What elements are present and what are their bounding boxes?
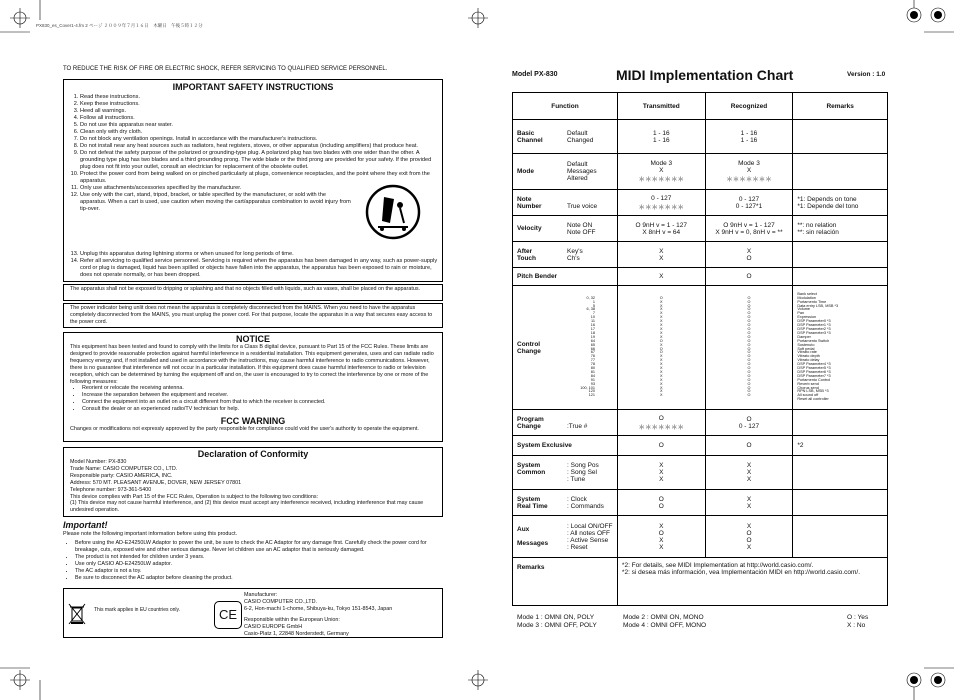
cc-list-item: DSP Parameter7 *3: [797, 373, 831, 378]
cc-list-item: 78: [590, 362, 595, 367]
cell-recognized: X O O X: [705, 516, 793, 558]
cc-list-item: O: [747, 362, 751, 367]
cc-list-item: DSP Parameter5 *3: [797, 366, 831, 371]
cc-list-item: Damper: [797, 334, 811, 339]
cc-list-item: 91: [590, 377, 595, 382]
cell-recognized: X X X: [705, 456, 793, 490]
safety-list-continued: [64, 251, 438, 279]
cc-list-item: 66: [590, 346, 595, 351]
list-item: 4. Follow all instructions.: [80, 115, 442, 122]
corner-target-icon: [907, 673, 921, 687]
cc-list-item: X: [660, 373, 663, 378]
cc-list-item: X: [660, 377, 663, 382]
cell-transmitted: X X: [617, 242, 705, 268]
cc-list-item: 16: [590, 323, 595, 328]
list-item: 14. Refer all servicing to qualified service personnel. Servicing is required when the apparatus has been damaged in any way, such as power-supply cord or plug is damaged, liquid has been spilled or objects have fallen into the apparatus, the apparatus has been exposed to rain or moisture, does not operate normally, or has been dropped.: [80, 258, 438, 279]
cc-list-item: Portamento Switch: [797, 338, 830, 343]
safety-box: [63, 79, 443, 282]
cc-list-item: Portamento Control: [797, 377, 831, 382]
table-header-row: [513, 93, 888, 120]
cc-list-item: X: [660, 303, 663, 308]
cc-list-item: O: [747, 373, 751, 378]
cc-list-item: O: [659, 295, 663, 300]
cc-list-item: 1: [592, 299, 595, 304]
version-label: Version : 1.0: [847, 71, 886, 78]
declaration-line: Model Number: PX-830: [70, 459, 127, 465]
cc-list-item: O: [747, 366, 751, 371]
table-row: [513, 120, 888, 154]
cc-list-item: Reset all controller: [797, 397, 829, 402]
cc-list-item: X: [660, 334, 663, 339]
mode-3-label: Mode 3 : OMNI OFF, POLY: [517, 622, 597, 629]
cell-transmitted: 0 - 127 ＊＊＊＊＊＊＊: [617, 190, 705, 216]
cell-transmitted: O ＊＊＊＊＊＊＊: [617, 410, 705, 436]
cc-list-item: O: [747, 334, 751, 339]
important-intro: Please note the following important information before using this product.: [63, 531, 238, 537]
cc-list-item: X: [660, 393, 663, 398]
list-item: 5. Do not use this apparatus near water.: [80, 122, 442, 129]
cell-remarks: [793, 516, 888, 558]
cc-list-item: O: [747, 369, 751, 374]
cc-list-item: 80: [590, 366, 595, 371]
cc-list-item: 17: [590, 326, 595, 331]
cc-list-item: DSP Parameter4 *3: [797, 362, 831, 367]
declaration-line: Trade Name: CASIO COMPUTER CO., LTD.: [70, 465, 178, 472]
important-title: Important!: [63, 520, 108, 530]
cc-list-item: Modulation: [797, 295, 816, 300]
cc-list-item: 76: [590, 354, 595, 359]
row-sub: Default Changed: [567, 129, 594, 144]
cc-list-item: X: [660, 366, 663, 371]
cell-transmitted: O: [617, 436, 705, 456]
mode-4-label: Mode 4 : OMNI OFF, MONO: [623, 622, 707, 629]
cc-list-item: X: [660, 381, 663, 386]
cell-remarks: *2: [793, 436, 888, 456]
cc-list-item: O: [747, 307, 751, 312]
cc-list-item: O: [747, 346, 751, 351]
notice-text: This equipment has been tested and found to comply with the limits for a Class B digital device, pursuant to Part 15 of the FCC Rules. These limits are designed to provide reasonable protection against harmful interference in a residential installation. This equipment generates, uses and can radiate radio frequency energy and, if not installed and used in accordance with the instructions, may cause harmful interference to radio communications. However, there is no guarantee that interference will not occur in a particular installation. If this equipment does cause harmful interference to radio or television reception, which can be determined by turning the equipment off and on, the user is encouraged to try to correct the interference by one or more of the following measures:: [70, 344, 434, 385]
table-row: [513, 190, 888, 216]
cc-list-item: O: [747, 295, 751, 300]
safety-title: IMPORTANT SAFETY INSTRUCTIONS: [172, 82, 334, 92]
cc-list-item: O: [747, 326, 751, 331]
manufacturer-line: Responsible within the European Union:: [244, 616, 340, 623]
cell-recognized: Mode 3 X ＊＊＊＊＊＊＊: [705, 154, 793, 190]
midi-table: [512, 92, 888, 606]
cc-list-item: Portamento Time: [797, 299, 827, 304]
list-item: 2. Keep these instructions.: [80, 101, 442, 108]
cc-list-item: Vibrato delay: [797, 358, 820, 363]
reg-mark-icon: [468, 8, 488, 28]
declaration-line: Telephone number: 973-361-5400: [70, 486, 152, 493]
cc-list-item: O: [747, 377, 751, 382]
cell-transmitted: X: [617, 268, 705, 286]
remarks-line: *2: For details, see MIDI Implementation at http://world.casio.com/.: [621, 562, 814, 569]
cell-remarks: [793, 120, 888, 154]
cc-list-item: 65: [590, 342, 595, 347]
reg-mark-icon: [468, 670, 488, 690]
row-sub: Note ON Note OFF: [567, 221, 596, 236]
cell-remarks: [793, 242, 888, 268]
list-item: 1. Read these instructions.: [80, 94, 442, 101]
row-sub: Default Messages Altered: [567, 161, 597, 182]
list-item: 11. Only use attachments/accessories specified by the manufacturer.: [80, 185, 442, 192]
table-row: [513, 490, 888, 516]
row-sub: :True #: [567, 422, 588, 430]
weee-bin-icon: [68, 603, 86, 625]
cc-list-item: O: [747, 330, 751, 335]
cc-list-item: X: [660, 315, 663, 320]
declaration-line: Address: 570 MT. PLEASANT AVENUE, DOVER, NEW JERSEY 07801: [70, 479, 242, 486]
cell-transmitted: 1 - 16 1 - 16: [617, 120, 705, 154]
cc-list-item: 0, 32: [586, 295, 595, 300]
list-item: • Use only CASIO AD-E24250LW adaptor.: [75, 561, 441, 568]
table-row: [513, 216, 888, 242]
row-function: Velocity: [517, 225, 542, 232]
cc-list-item: Bank select: [797, 291, 817, 296]
row-function: Note Number: [517, 195, 542, 210]
row-function: After Touch: [517, 247, 537, 262]
list-item: • Reorient or relocate the receiving antenna.: [82, 385, 436, 392]
cc-list-item: Reverb send: [797, 381, 819, 386]
row-sub: True voice: [567, 202, 598, 210]
col-header-remarks: Remarks: [793, 93, 888, 120]
cc-list-item: Vibrato rate: [797, 350, 817, 355]
table-row: [513, 286, 888, 410]
table-row: [513, 410, 888, 436]
power-indicator-notice: The power indicator being unlit does not mean the apparatus is completely disconnected from the MAINS. When you need to have the apparatus completely disconnected from the MAINS, you must unplug the power cord. For that purpose, locate the apparatus in a way that secures easy access to the power cord.: [63, 303, 443, 328]
cc-list-item: O: [747, 323, 751, 328]
manufacturer-line: 6-2, Hon-machi 1-chome, Shibuya-ku, Tokyo 151-8543, Japan: [244, 605, 393, 612]
list-item: • Consult the dealer or an experienced radio/TV technician for help.: [82, 406, 436, 413]
cell-recognized: X X: [705, 490, 793, 516]
cc-list-item: O: [747, 303, 751, 308]
cc-list-item: O: [747, 319, 751, 324]
cc-list-item: DSP Parameter6 *3: [797, 369, 831, 374]
cc-list-item: O: [747, 381, 751, 386]
cc-remarks-list: [793, 286, 888, 410]
mode-1-label: Mode 1 : OMNI ON, POLY: [517, 614, 595, 621]
table-row: [513, 436, 888, 456]
cc-list-item: X: [660, 358, 663, 363]
cc-list-item: X: [660, 319, 663, 324]
cc-list-item: X: [660, 326, 663, 331]
cc-list-item: Vibrato depth: [797, 354, 820, 359]
cell-transmitted: O O: [617, 490, 705, 516]
list-item: 12. Use only with the cart, stand, tripod, bracket, or table specified by the manufacturer, or sold with the apparatus. When a cart is used, use caution when moving the cart/apparatus combination to avoid injury from tip-over.: [80, 192, 442, 213]
manufacturer-line: Casio-Platz 1, 22848 Norderstedt, Germany: [244, 630, 349, 637]
table-row: [513, 154, 888, 190]
cc-list-item: O: [747, 338, 751, 343]
cc-list-item: O: [747, 311, 751, 316]
cc-list-item: Soft pedal: [797, 346, 815, 351]
cc-list-item: 5: [592, 303, 595, 308]
cc-list-item: 93: [590, 381, 595, 386]
cc-list-item: 19: [590, 334, 595, 339]
cell-transmitted: Mode 3 X ＊＊＊＊＊＊＊: [617, 154, 705, 190]
manufacturer-info: [244, 592, 392, 637]
cc-list-item: O: [747, 350, 751, 355]
declaration-line: Responsible party: CASIO AMERICA, INC.: [70, 472, 173, 479]
model-label: Model PX-830: [512, 71, 558, 78]
declaration-line: (1) This device may not cause harmful interference, and (2) this device must accept any interference received, including interference that may cause undesired operation.: [70, 500, 424, 514]
cell-recognized: X O: [705, 242, 793, 268]
row-function: System Real Time: [517, 495, 548, 510]
cc-recognized-list: [705, 286, 793, 410]
list-item: • Before using the AD-E24250LW Adaptor to power the unit, be sure to check the AC Adaptor for any damage first. Carefully check the power cord for breakage, cuts, exposed wire and other serious damage. Never let children use an AC adaptor that is seriously damaged.: [75, 540, 441, 554]
cc-list-item: 67: [590, 350, 595, 355]
cc-list-item: DSP Parameter0 *3: [797, 319, 831, 324]
list-item: • Be sure to disconnect the AC adaptor before cleaning the product.: [75, 575, 441, 582]
cc-list-item: O: [747, 385, 751, 390]
cc-number-list: [567, 297, 595, 399]
cc-list-item: DSP Parameter2 *3: [797, 326, 831, 331]
corner-target-icon: [931, 673, 945, 687]
ce-mark-icon: CE: [214, 601, 242, 629]
row-sub: : Song Pos : Song Sel : Tune: [567, 462, 599, 483]
mode-2-label: Mode 2 : OMNI ON, MONO: [623, 614, 704, 621]
cc-list-item: O: [747, 389, 751, 394]
cc-list-item: 7: [592, 311, 595, 316]
cc-list-item: Expression: [797, 315, 817, 320]
cc-list-item: O: [747, 315, 751, 320]
cc-list-item: X: [660, 323, 663, 328]
cell-transmitted: X X X: [617, 456, 705, 490]
list-item: 7. Do not block any ventilation openings. Install in accordance with the manufacturer's instructions.: [80, 136, 442, 143]
list-item: • Connect the equipment into an outlet on a circuit different from that to which the receiver is connected.: [82, 399, 436, 406]
cell-remarks: *1: Depends on tone *1: Depende del tono: [793, 190, 888, 216]
cell-remarks: [793, 410, 888, 436]
manufacturer-line: CASIO EUROPE GmbH: [244, 623, 303, 630]
cc-list-item: X: [660, 354, 663, 359]
table-row: [513, 456, 888, 490]
cc-list-item: O: [747, 393, 751, 398]
reg-mark-icon: [10, 670, 30, 690]
cc-list-item: DSP Parameter1 *3: [797, 323, 831, 328]
row-function: Aux Messages: [517, 526, 549, 547]
cc-list-item: 64: [590, 338, 595, 343]
list-item: 9. Do not defeat the safety purpose of the polarized or grounding-type plug. A polarized plug has two blades with one wider than the other. A grounding type plug has two blades and a third grounding prong. The wide blade or the third prong are provided for your safety. If the provided plug does not fit into your outlet, consult an electrician for replacement of the obsolete outlet.: [80, 150, 442, 171]
cc-list-item: 121: [588, 393, 595, 398]
list-item: • The AC adaptor is not a toy.: [75, 568, 441, 575]
list-item: 10. Protect the power cord from being walked on or pinched particularly at plugs, convenience receptacles, and the point where they exit from the apparatus.: [80, 171, 442, 185]
legend-yes: O : Yes: [847, 614, 869, 621]
cc-list-item: X: [660, 299, 663, 304]
cc-list-item: Data entry LSB, MSB *3: [797, 303, 839, 308]
cc-list-item: 11: [591, 319, 595, 324]
list-item: 8. Do not install near any heat sources such as radiators, heat registers, stoves, or other apparatus (including amplifiers) that produce heat.: [80, 143, 442, 150]
cc-list-item: X: [660, 362, 663, 367]
reg-mark-icon: [10, 8, 30, 28]
cc-list-item: Sostenuto: [797, 342, 815, 347]
row-function: Control Change: [517, 340, 541, 355]
cell-recognized: O 9nH v = 1 - 127 X 9nH v = 0, 8nH v = **: [705, 216, 793, 242]
important-bullets: [63, 540, 441, 581]
row-function: System Exclusive: [513, 436, 618, 456]
row-function: Mode: [517, 168, 534, 175]
dripping-notice: The apparatus shall not be exposed to dripping or splashing and that no objects filled with liquids, such as vases, shall be placed on the apparatus.: [63, 284, 443, 301]
cell-transmitted: X O X X: [617, 516, 705, 558]
notice-box: [63, 332, 443, 442]
cc-list-item: 100, 101: [580, 385, 595, 390]
eu-box: [63, 588, 443, 638]
cc-list-item: 84: [590, 373, 595, 378]
servicing-warning: TO REDUCE THE RISK OF FIRE OR ELECTRIC SHOCK, REFER SERVICING TO QUALIFIED SERVICE PERSONNEL.: [63, 66, 388, 72]
cc-list-item: 18: [590, 330, 595, 335]
list-item: 13. Unplug this apparatus during lightning storms or when unused for long periods of time.: [80, 251, 438, 258]
legend-no: X : No: [847, 622, 866, 629]
list-item: 6. Clean only with dry cloth.: [80, 129, 442, 136]
declaration-box: [63, 447, 443, 517]
corner-target-icon: [931, 8, 945, 22]
row-sub: : Clock : Commands: [567, 495, 604, 510]
cc-list-item: Chorus send: [797, 385, 819, 390]
cc-list-item: 6, 38: [586, 307, 595, 312]
remarks-line: *2: si desea más información, vea Implementación MIDI en http://world.casio.com/.: [621, 569, 860, 576]
manufacturer-line: CASIO COMPUTER CO.,LTD.: [244, 598, 317, 605]
row-function: Basic Channel: [517, 129, 543, 144]
print-header: PX830_es_Cover1-4.fm 2 ページ ２００９年７月１６日 木曜日 午後５時１２分: [36, 23, 203, 28]
list-item: 3. Heed all warnings.: [80, 108, 442, 115]
table-row: [513, 516, 888, 558]
col-header-function: Function: [513, 93, 618, 120]
cell-recognized: O: [705, 436, 793, 456]
corner-target-icon: [907, 8, 921, 22]
cc-list-item: X: [660, 385, 663, 390]
cart-tipover-icon: [364, 183, 422, 241]
cc-list-item: X: [660, 342, 663, 347]
fcc-text: Changes or modifications not expressly approved by the party responsible for compliance could void the user's authority to operate the equipment.: [70, 426, 419, 433]
cc-list-item: O: [747, 342, 751, 347]
declaration-line: This device complies with Part 15 of the FCC Rules, Operation is subject to the following two conditions:: [70, 493, 319, 500]
cc-list-item: O: [747, 358, 751, 363]
cc-list-item: O: [659, 346, 663, 351]
row-sub: Key's Ch's: [567, 247, 583, 262]
cell-recognized: 1 - 16 1 - 16: [705, 120, 793, 154]
list-item: • Increase the separation between the equipment and receiver.: [82, 392, 436, 399]
cc-list-item: RPN LSB, MSB *3: [797, 389, 829, 394]
row-function: System Common: [517, 462, 546, 476]
eu-mark-note: This mark applies in EU countries only.: [94, 607, 181, 613]
cc-list-item: 120: [588, 389, 595, 394]
cc-list-item: X: [660, 369, 663, 374]
cc-list-item: O: [659, 350, 663, 355]
cc-list-item: O: [659, 338, 663, 343]
row-function: Program Change: [517, 415, 544, 430]
cc-list-item: Volume: [797, 307, 811, 312]
cc-list-item: O: [747, 299, 751, 304]
cc-transmitted-list: [617, 286, 705, 410]
cc-list-item: DSP Parameter3 *3: [797, 330, 831, 335]
cc-list-item: O: [747, 354, 751, 359]
cc-list-item: Pan: [797, 311, 805, 316]
table-row: [513, 242, 888, 268]
cell-transmitted: O 9nH v = 1 - 127 X 8nH v = 64: [617, 216, 705, 242]
notice-bullets: [70, 385, 436, 413]
fcc-title: FCC WARNING: [220, 416, 286, 427]
cc-list-item: All sound off: [797, 393, 819, 398]
cell-remarks: [793, 490, 888, 516]
cell-remarks: **: no relation **: sin relación: [793, 216, 888, 242]
cc-list-item: 77: [590, 358, 595, 363]
cc-list-item: X: [660, 330, 663, 335]
page-title: MIDI Implementation Chart: [616, 67, 794, 83]
cc-list-item: X: [660, 389, 663, 394]
cell-recognized: O 0 - 127: [705, 410, 793, 436]
cell-remarks: [793, 154, 888, 190]
col-header-recognized: Recognized: [705, 93, 793, 120]
col-header-transmitted: Transmitted: [617, 93, 705, 120]
cc-list-item: 10: [590, 315, 595, 320]
declaration-title: Declaration of Conformity: [197, 449, 309, 459]
manufacturer-line: Manufacturer:: [244, 592, 278, 598]
table-row: [513, 558, 888, 606]
list-item: • The product is not intended for children under 3 years.: [75, 554, 441, 561]
row-function: Remarks: [513, 558, 618, 606]
cc-list-item: 81: [590, 369, 595, 374]
cc-list-item: X: [660, 307, 663, 312]
cell-remarks: [793, 456, 888, 490]
notice-title: NOTICE: [235, 334, 270, 344]
table-row: [513, 268, 888, 286]
row-sub: : Local ON/OFF : All notes OFF : Active Sense : Reset: [567, 522, 613, 551]
cell-remarks: [793, 268, 888, 286]
cell-recognized: O: [705, 268, 793, 286]
cell-recognized: 0 - 127 0 - 127*1: [705, 190, 793, 216]
cc-list-item: X: [660, 311, 663, 316]
row-function: Pitch Bender: [513, 268, 618, 286]
